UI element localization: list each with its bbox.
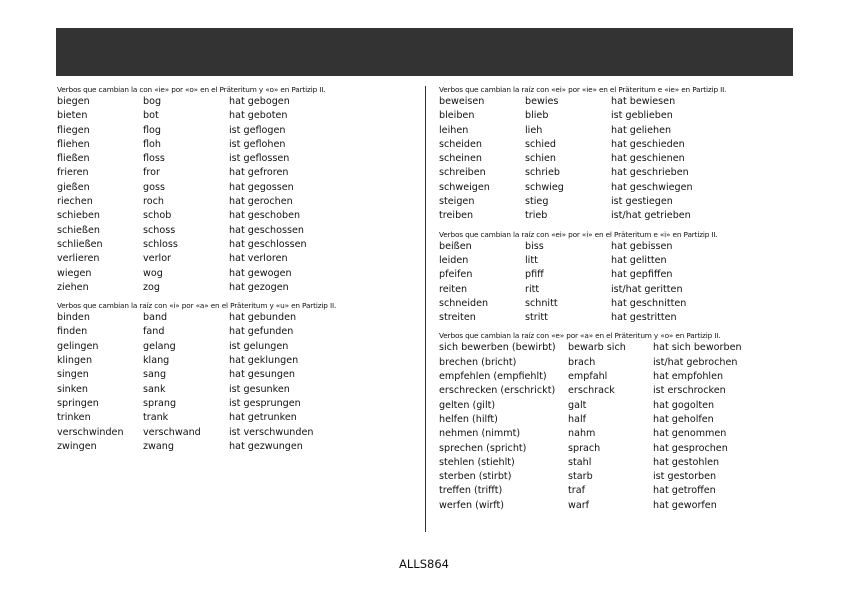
verb-row [57,209,407,223]
partizip: hat geholfen [653,413,714,425]
verb-row [439,413,799,427]
verb-row [57,397,407,411]
praeteritum: schnitt [525,297,558,309]
praeteritum: floss [143,153,165,165]
praeteritum: goss [143,181,165,193]
verb-row [439,124,799,138]
verb-row [57,238,407,252]
infinitive: reiten [439,283,468,295]
praeteritum: stahl [568,456,592,468]
partizip: hat gelitten [611,254,667,266]
praeteritum: verlor [143,253,172,265]
infinitive: scheinen [439,153,482,165]
praeteritum: stieg [525,196,549,208]
infinitive: scheiden [439,138,482,150]
praeteritum: trieb [525,210,548,222]
partizip: hat genommen [653,428,727,440]
praeteritum: litt [525,254,538,266]
praeteritum: galt [568,399,587,411]
partizip: hat gewogen [229,267,292,279]
verb-row [57,181,407,195]
infinitive: helfen (hilft) [439,413,498,425]
verb-row [439,311,799,325]
infinitive: trinken [57,412,91,424]
praeteritum: trank [143,412,169,424]
header-bar [56,28,793,76]
partizip: hat gerochen [229,196,293,208]
verb-row [439,341,799,355]
infinitive: schließen [57,238,103,250]
verb-row [439,95,799,109]
verb-row [57,267,407,281]
infinitive: biegen [57,96,90,107]
infinitive: sich bewerben (bewirbt) [439,342,556,354]
praeteritum: biss [525,240,544,252]
partizip: hat gezogen [229,281,289,293]
praeteritum: empfahl [568,371,608,383]
verb-row [57,354,407,368]
infinitive: fließen [57,153,90,165]
praeteritum: pfiff [525,269,544,281]
praeteritum: schien [525,153,557,165]
verb-group [439,84,799,224]
column-divider [425,86,426,532]
praeteritum: schwieg [525,181,564,193]
infinitive: finden [57,326,88,338]
infinitive: beweisen [439,96,485,107]
infinitive: fliehen [57,138,90,150]
verb-row [57,152,407,166]
partizip: hat geschlossen [229,238,307,250]
praeteritum: bewies [525,96,559,107]
verb-row [57,426,407,440]
verb-row [439,109,799,123]
partizip: hat gebissen [611,240,673,252]
praeteritum: floh [143,138,161,150]
partizip: ist erschrocken [653,385,726,397]
infinitive: leiden [439,254,469,266]
verb-row [57,340,407,354]
infinitive: verschwinden [57,426,124,438]
partizip: ist geflogen [229,124,286,136]
partizip: hat geschoben [229,210,301,222]
infinitive: treiben [439,210,474,222]
partizip: hat gepfiffen [611,269,673,281]
praeteritum: band [143,312,168,324]
partizip: hat gestohlen [653,456,720,468]
infinitive: brechen (bricht) [439,356,517,368]
infinitive: zwingen [57,440,97,452]
verb-row [439,254,799,268]
infinitive: gelingen [57,340,99,352]
praeteritum: wog [143,267,163,279]
praeteritum: starb [568,471,593,483]
verb-row [57,95,407,109]
praeteritum: bot [143,110,159,122]
infinitive: springen [57,397,99,409]
infinitive: sterben (stirbt) [439,471,512,483]
infinitive: sinken [57,383,88,395]
verb-row [57,252,407,266]
praeteritum: erschrack [568,385,615,397]
partizip: hat gesungen [229,369,295,381]
infinitive: klingen [57,355,93,367]
partizip: hat sich beworben [653,342,742,354]
verb-row [439,484,799,498]
partizip: hat geschienen [611,153,685,165]
partizip: hat geboten [229,110,288,122]
partizip: hat getrunken [229,412,297,424]
praeteritum: schob [143,210,172,222]
partizip: ist geflohen [229,138,286,150]
verb-row [439,399,799,413]
partizip: hat gegossen [229,181,294,193]
praeteritum: brach [568,356,596,368]
praeteritum: ritt [525,283,540,295]
verb-row [439,195,799,209]
verb-group [57,84,407,295]
partizip: hat geschieden [611,138,685,150]
section-title: Verbos que cambian la raíz con «i» por «a» en el Präteritum y «u» en Partizip II. [57,301,337,311]
praeteritum: schloss [143,238,178,250]
partizip: hat gefunden [229,326,294,338]
praeteritum: fand [143,326,165,338]
infinitive: empfehlen (empfiehlt) [439,371,547,383]
infinitive: schieben [57,210,100,222]
praeteritum: sank [143,383,166,395]
praeteritum: traf [568,485,585,497]
partizip: hat geschossen [229,224,304,236]
verb-row [57,224,407,238]
praeteritum: klang [143,355,170,367]
verb-row [57,411,407,425]
infinitive: singen [57,369,89,381]
partizip: hat gestritten [611,312,677,324]
verb-row [57,440,407,454]
infinitive: gelten (gilt) [439,399,496,411]
verb-group [439,330,799,513]
verb-row [439,384,799,398]
verb-row [57,281,407,295]
partizip: hat gezwungen [229,440,303,452]
praeteritum: half [568,413,587,425]
partizip: ist gesprungen [229,397,301,409]
praeteritum: nahm [568,428,596,440]
infinitive: fliegen [57,124,90,136]
verb-group [439,229,799,326]
partizip: ist/hat geritten [611,283,683,295]
verb-row [57,109,407,123]
verb-row [439,209,799,223]
praeteritum: gelang [143,340,176,352]
praeteritum: sprach [568,442,601,454]
partizip: ist geflossen [229,153,290,165]
verb-row [439,427,799,441]
praeteritum: bewarb sich [568,342,626,354]
partizip: hat geschwiegen [611,181,693,193]
partizip: ist gestorben [653,471,717,483]
infinitive: stehlen (stiehlt) [439,456,515,468]
partizip: ist/hat gebrochen [653,356,738,368]
partizip: hat geworfen [653,499,717,511]
infinitive: frieren [57,167,89,179]
praeteritum: warf [568,499,590,511]
infinitive: binden [57,312,90,324]
infinitive: riechen [57,196,93,208]
partizip: hat getroffen [653,485,716,497]
verb-row [439,181,799,195]
infinitive: erschrecken (erschrickt) [439,385,556,397]
verb-row [439,166,799,180]
section-title: Verbos que cambian la raíz con «ei» por «ie» en el Präteritum e «ie» en Partizip II. [439,85,727,94]
infinitive: gießen [57,181,90,193]
praeteritum: fror [143,167,160,179]
verb-row [57,138,407,152]
section-title: Verbos que cambian la raíz con «e» por «a» en el Präteritum y «o» en Partizip II. [439,331,721,341]
praeteritum: verschwand [143,426,201,438]
infinitive: schießen [57,224,100,236]
verb-row [439,152,799,166]
praeteritum: stritt [525,312,548,324]
praeteritum: blieb [525,110,549,122]
partizip: hat geliehen [611,124,672,136]
infinitive: werfen (wirft) [439,499,505,511]
section-title: Verbos que cambian la con «ie» por «o» en el Präteritum y «o» en Partizip II. [57,85,326,94]
verb-group [57,300,407,454]
partizip: hat gebogen [229,96,290,107]
verb-row [439,370,799,384]
infinitive: beißen [439,240,472,252]
partizip: ist verschwunden [229,426,314,438]
infinitive: steigen [439,196,475,208]
verb-row [57,124,407,138]
praeteritum: sang [143,369,167,381]
partizip: hat gesprochen [653,442,728,454]
verb-row [439,138,799,152]
praeteritum: schied [525,138,557,150]
verb-row [439,499,799,513]
partizip: hat gebunden [229,312,297,324]
verb-row [57,311,407,325]
partizip: hat bewiesen [611,96,676,107]
infinitive: schreiben [439,167,486,179]
praeteritum: roch [143,196,164,208]
verb-row [439,356,799,370]
verb-row [439,268,799,282]
partizip: ist geblieben [611,110,673,122]
infinitive: schweigen [439,181,490,193]
infinitive: nehmen (nimmt) [439,428,521,440]
verb-row [57,166,407,180]
section-title: Verbos que cambian la raíz con «ei» por «i» en el Präteritum e «i» en Partizip II. [439,229,718,239]
infinitive: bieten [57,110,88,122]
infinitive: bleiben [439,110,475,122]
praeteritum: flog [143,124,162,136]
praeteritum: zwang [143,440,174,452]
partizip: hat geschrieben [611,167,689,179]
praeteritum: schrieb [525,167,560,179]
verb-row [57,368,407,382]
verb-row [439,456,799,470]
infinitive: streiten [439,312,476,324]
right-column [439,84,799,513]
footer-code: ALLS864 [399,557,449,571]
verb-row [439,470,799,484]
verb-row [57,325,407,339]
partizip: hat empfohlen [653,371,724,383]
verb-row [57,383,407,397]
praeteritum: lieh [525,124,543,136]
infinitive: pfeifen [439,269,473,281]
verb-row [439,240,799,254]
praeteritum: schoss [143,224,176,236]
infinitive: treffen (trifft) [439,485,503,497]
verb-row [439,297,799,311]
left-column [57,84,407,454]
infinitive: verlieren [57,253,100,265]
infinitive: leihen [439,124,469,136]
partizip: ist gesunken [229,383,290,395]
partizip: hat gogolten [653,399,715,411]
verb-row [439,442,799,456]
praeteritum: bog [143,96,162,107]
verb-row [439,283,799,297]
infinitive: schneiden [439,297,489,309]
partizip: hat gefroren [229,167,289,179]
infinitive: sprechen (spricht) [439,442,527,454]
partizip: hat geschnitten [611,297,687,309]
infinitive: wiegen [57,267,92,279]
verb-row [57,195,407,209]
praeteritum: sprang [143,397,177,409]
partizip: hat verloren [229,253,288,265]
partizip: hat geklungen [229,355,299,367]
praeteritum: zog [143,281,160,293]
infinitive: ziehen [57,281,89,293]
partizip: ist gelungen [229,340,289,352]
partizip: ist gestiegen [611,196,673,208]
partizip: ist/hat getrieben [611,210,691,222]
